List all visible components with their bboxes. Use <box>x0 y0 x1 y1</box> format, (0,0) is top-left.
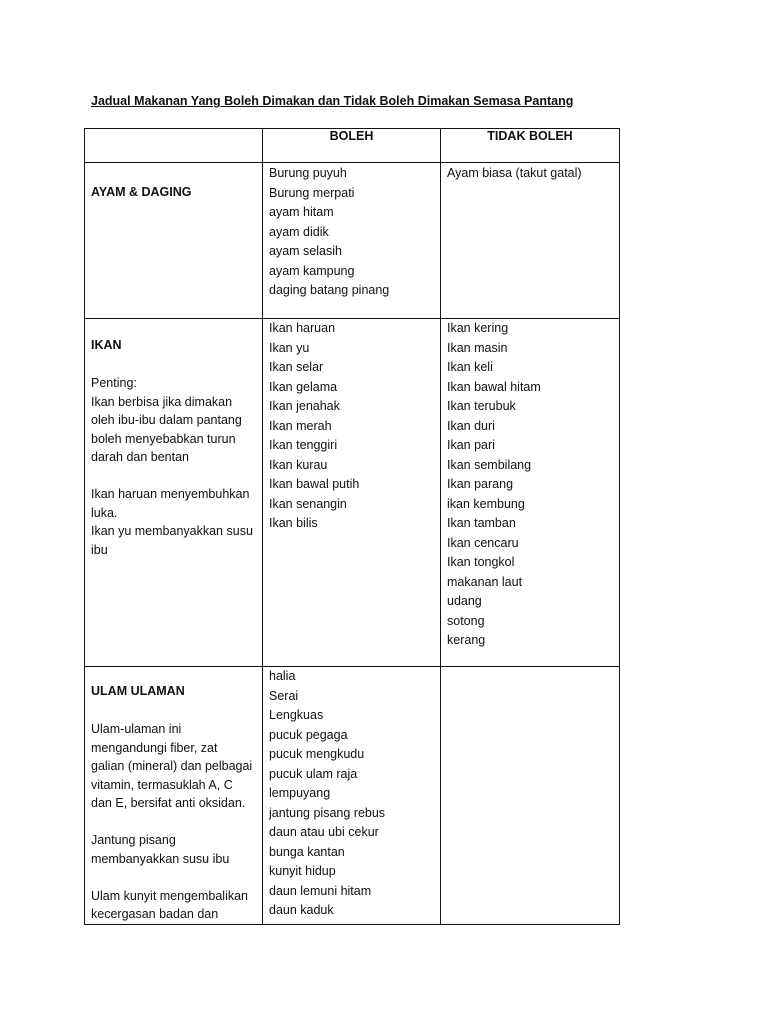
note-line: ibu <box>91 542 108 557</box>
note-line: Jantung pisang <box>91 833 176 847</box>
list-item: Serai <box>269 688 299 703</box>
note-line: darah dan bentan <box>91 450 190 464</box>
list-item: daun lemuni hitam <box>269 883 372 898</box>
list-item: Ayam biasa (takut gatal) <box>447 166 582 180</box>
note-line: Ikan haruan menyembuhkan <box>91 487 250 501</box>
list-item: ikan kembung <box>447 496 525 511</box>
list-item: ayam didik <box>269 224 329 239</box>
table-header-row <box>85 129 620 163</box>
note-line: membanyakkan susu ibu <box>91 851 230 866</box>
note-line: kecergasan badan dan <box>91 907 219 921</box>
list-item: Ikan tongkol <box>447 555 515 569</box>
list-item: kerang <box>447 633 486 647</box>
list-item: Ikan duri <box>447 418 495 433</box>
list-item: halia <box>269 669 296 683</box>
list-item: udang <box>447 594 482 608</box>
tidak-boleh-cell <box>441 163 620 319</box>
note-line: Ikan berbisa jika dimakan <box>91 394 233 409</box>
list-item: Ikan pari <box>447 438 495 452</box>
list-item: daging batang pinang <box>269 283 390 297</box>
list-item: Ikan merah <box>269 418 332 433</box>
tidak-boleh-cell <box>441 667 620 925</box>
note-line: vitamin, termasuklah A, C <box>91 777 233 792</box>
tidak-boleh-cell <box>441 319 620 667</box>
list-item: lempuyang <box>269 786 331 800</box>
list-item: Ikan kurau <box>269 457 328 472</box>
note-text <box>91 485 258 559</box>
header-boleh: BOLEH <box>263 129 441 163</box>
note-line: dan E, bersifat anti oksidan. <box>91 796 246 810</box>
boleh-list <box>269 319 436 534</box>
list-item: daun kaduk <box>269 903 334 917</box>
list-item: pucuk mengkudu <box>269 747 365 761</box>
note-label: Penting: <box>91 376 137 390</box>
boleh-list <box>269 164 436 301</box>
list-item: Ikan yu <box>269 340 310 355</box>
note-line: Ikan yu membanyakkan susu <box>91 524 253 538</box>
boleh-list <box>269 667 436 921</box>
boleh-cell <box>263 163 441 319</box>
list-item: Ikan senangin <box>269 496 347 511</box>
list-item: Ikan tamban <box>447 516 516 530</box>
list-item: pucuk pegaga <box>269 727 348 742</box>
list-item: Ikan cencaru <box>447 535 519 550</box>
list-item: Ikan jenahak <box>269 399 340 413</box>
note-line: Ulam-ulaman ini <box>91 722 182 736</box>
boleh-cell <box>263 319 441 667</box>
note-line: oleh ibu-ibu dalam pantang <box>91 413 242 427</box>
note-line: boleh menyebabkan turun <box>91 431 236 446</box>
list-item: pucuk ulam raja <box>269 766 358 781</box>
note-line: mengandungi fiber, zat <box>91 740 218 755</box>
header-tidak-boleh: TIDAK BOLEH <box>441 129 620 163</box>
list-item: Ikan kering <box>447 321 509 335</box>
note-text <box>91 720 258 813</box>
list-item: Ikan bawal hitam <box>447 379 541 394</box>
list-item: Ikan masin <box>447 340 508 355</box>
list-item: Ikan selar <box>269 360 324 374</box>
table-row <box>85 667 620 925</box>
list-item: Burung puyuh <box>269 166 347 180</box>
header-category <box>85 129 263 163</box>
note-line: Ulam kunyit mengembalikan <box>91 888 249 903</box>
list-item: ayam kampung <box>269 263 355 278</box>
list-item: Ikan bawal putih <box>269 477 360 491</box>
list-item: daun atau ubi cekur <box>269 825 379 839</box>
list-item: jantung pisang rebus <box>269 805 386 820</box>
tidak-boleh-list <box>447 319 615 651</box>
list-item: ayam selasih <box>269 244 342 258</box>
note-line: galian (mineral) dan pelbagai <box>91 759 253 773</box>
food-table <box>84 128 620 925</box>
boleh-cell <box>263 667 441 925</box>
tidak-boleh-list <box>447 164 615 184</box>
list-item: kunyit hidup <box>269 864 336 878</box>
list-item: Ikan haruan <box>269 321 336 335</box>
category-cell <box>85 319 263 667</box>
list-item: Ikan keli <box>447 360 493 374</box>
category-cell <box>85 163 263 319</box>
list-item: makanan laut <box>447 574 523 589</box>
list-item: Lengkuas <box>269 708 324 722</box>
list-item: Ikan sembilang <box>447 457 532 472</box>
category-name: AYAM & DAGING <box>91 185 192 199</box>
category-name: IKAN <box>91 338 122 352</box>
note-text <box>91 887 258 924</box>
category-name: ULAM ULAMAN <box>91 684 185 698</box>
note-text <box>91 831 258 868</box>
list-item: ayam hitam <box>269 205 334 219</box>
list-item: bunga kantan <box>269 844 345 859</box>
list-item: Ikan tenggiri <box>269 438 338 452</box>
list-item: Ikan terubuk <box>447 399 516 413</box>
table-row <box>85 319 620 667</box>
category-cell <box>85 667 263 925</box>
table-row <box>85 163 620 319</box>
list-item: Ikan parang <box>447 477 514 491</box>
list-item: sotong <box>447 613 485 628</box>
note-line: luka. <box>91 505 118 520</box>
list-item: Ikan bilis <box>269 516 318 530</box>
page-title: Jadual Makanan Yang Boleh Dimakan dan Tidak Boleh Dimakan Semasa Pantang <box>91 94 574 108</box>
list-item: Burung merpati <box>269 185 355 200</box>
note-text <box>91 393 258 467</box>
list-item: Ikan gelama <box>269 379 338 394</box>
